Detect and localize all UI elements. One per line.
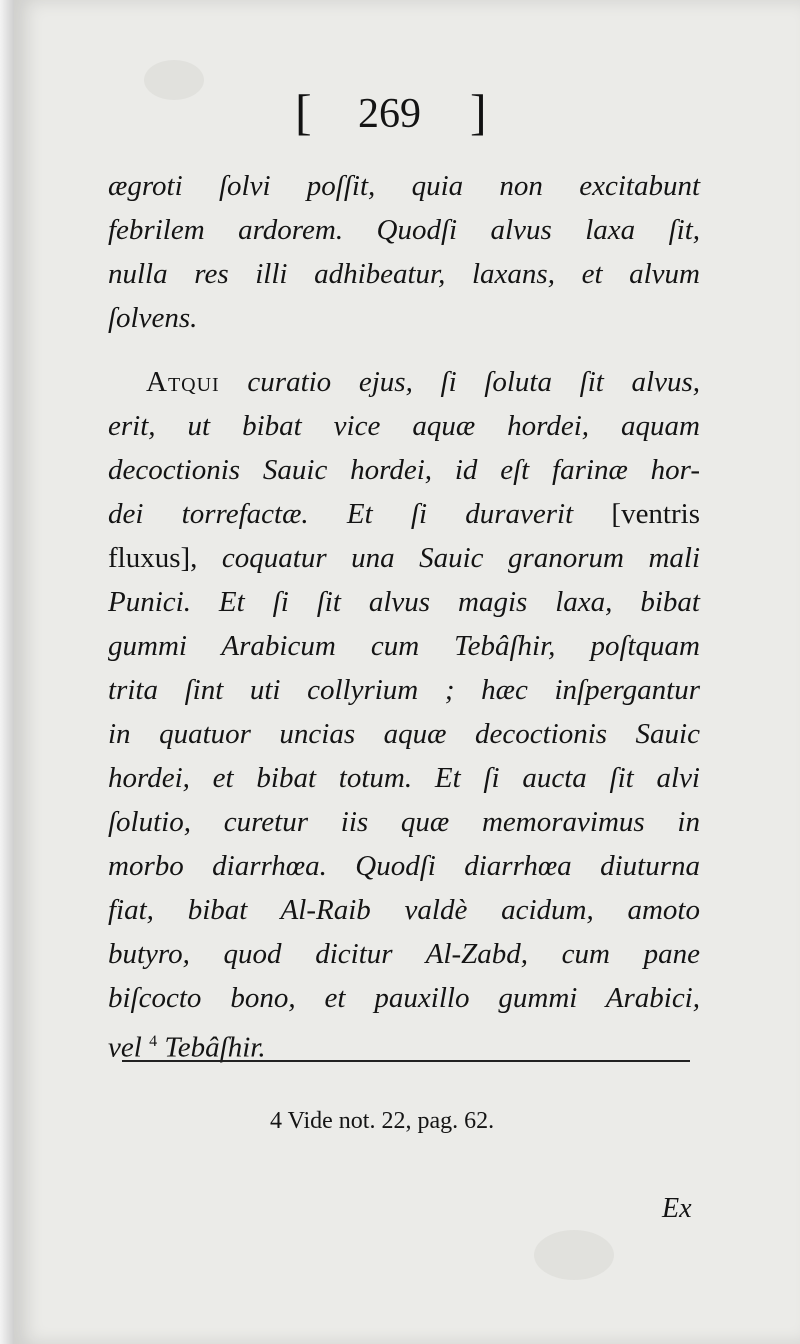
text-line: ægroti ſolvi poſſit, quia non excitabunt [108,170,700,202]
text-line: trita ſint uti collyrium ; hæc inſpergantur [108,674,700,706]
text-line: ſolvens. [108,302,198,334]
footnote-rule [122,1060,690,1062]
text-line: decoctionis Sauic hordei, id eſt farinæ hor- [108,454,700,486]
text-span: curatio ejus, ſi ſoluta ſit alvus, [247,366,700,398]
page-number: 269 [358,91,421,137]
page-header [0,82,800,142]
close-bracket: ] [470,84,487,140]
text-line: butyro, quod dicitur Al-Zabd, cum pane [108,938,700,970]
text-line: morbo diarrhœa. Quodſi diarrhœa diuturna [108,850,700,882]
text-line: fiat, bibat Al-Raib valdè acidum, amoto [108,894,700,926]
text-line [108,538,700,578]
text-span: coquatur una Sauic granorum mali [221,542,701,574]
footnote-text: Vide not. 22, pag. 62. [287,1108,495,1134]
opening-word: Atqui [146,366,220,398]
text-line: erit, ut bibat vice aquæ hordei, aquam [108,410,700,442]
open-bracket: [ [295,84,312,140]
footnote-marker: 4 [270,1108,282,1134]
text-span: dei torrefactæ. Et ſi duraverit [108,498,574,530]
text-line [108,362,700,402]
catchword: Ex [662,1193,692,1224]
text-line: febrilem ardorem. Quodſi alvus laxa ſit, [108,214,700,246]
text-span: vel [108,1031,142,1064]
bracketed-insertion: [ventris [611,498,700,530]
footnote-reference[interactable]: 4 [149,1033,158,1050]
text-line [108,494,700,534]
text-line: ſolutio, curetur iis quæ memoravimus in [108,806,700,838]
text-line: gummi Arabicum cum Tebâſhir, poſtquam [108,630,700,662]
text-line: in quatuor uncias aquæ decoctionis Sauic [108,718,700,750]
paper-stain [534,1230,614,1280]
text-line: Punici. Et ſi ſit alvus magis laxa, bibat [108,586,700,618]
text-line: biſcocto bono, et pauxillo gummi Arabici, [108,982,700,1014]
text-line [108,1022,700,1062]
text-line: nulla res illi adhibeatur, laxans, et alvum [108,258,700,290]
bracketed-insertion: fluxus], [108,542,198,574]
page-left-edge [0,0,14,1344]
text-line: hordei, et bibat totum. Et ſi aucta ſit alvi [108,762,700,794]
text-span: Tebâſhir. [164,1031,266,1064]
footnote [270,1106,600,1136]
